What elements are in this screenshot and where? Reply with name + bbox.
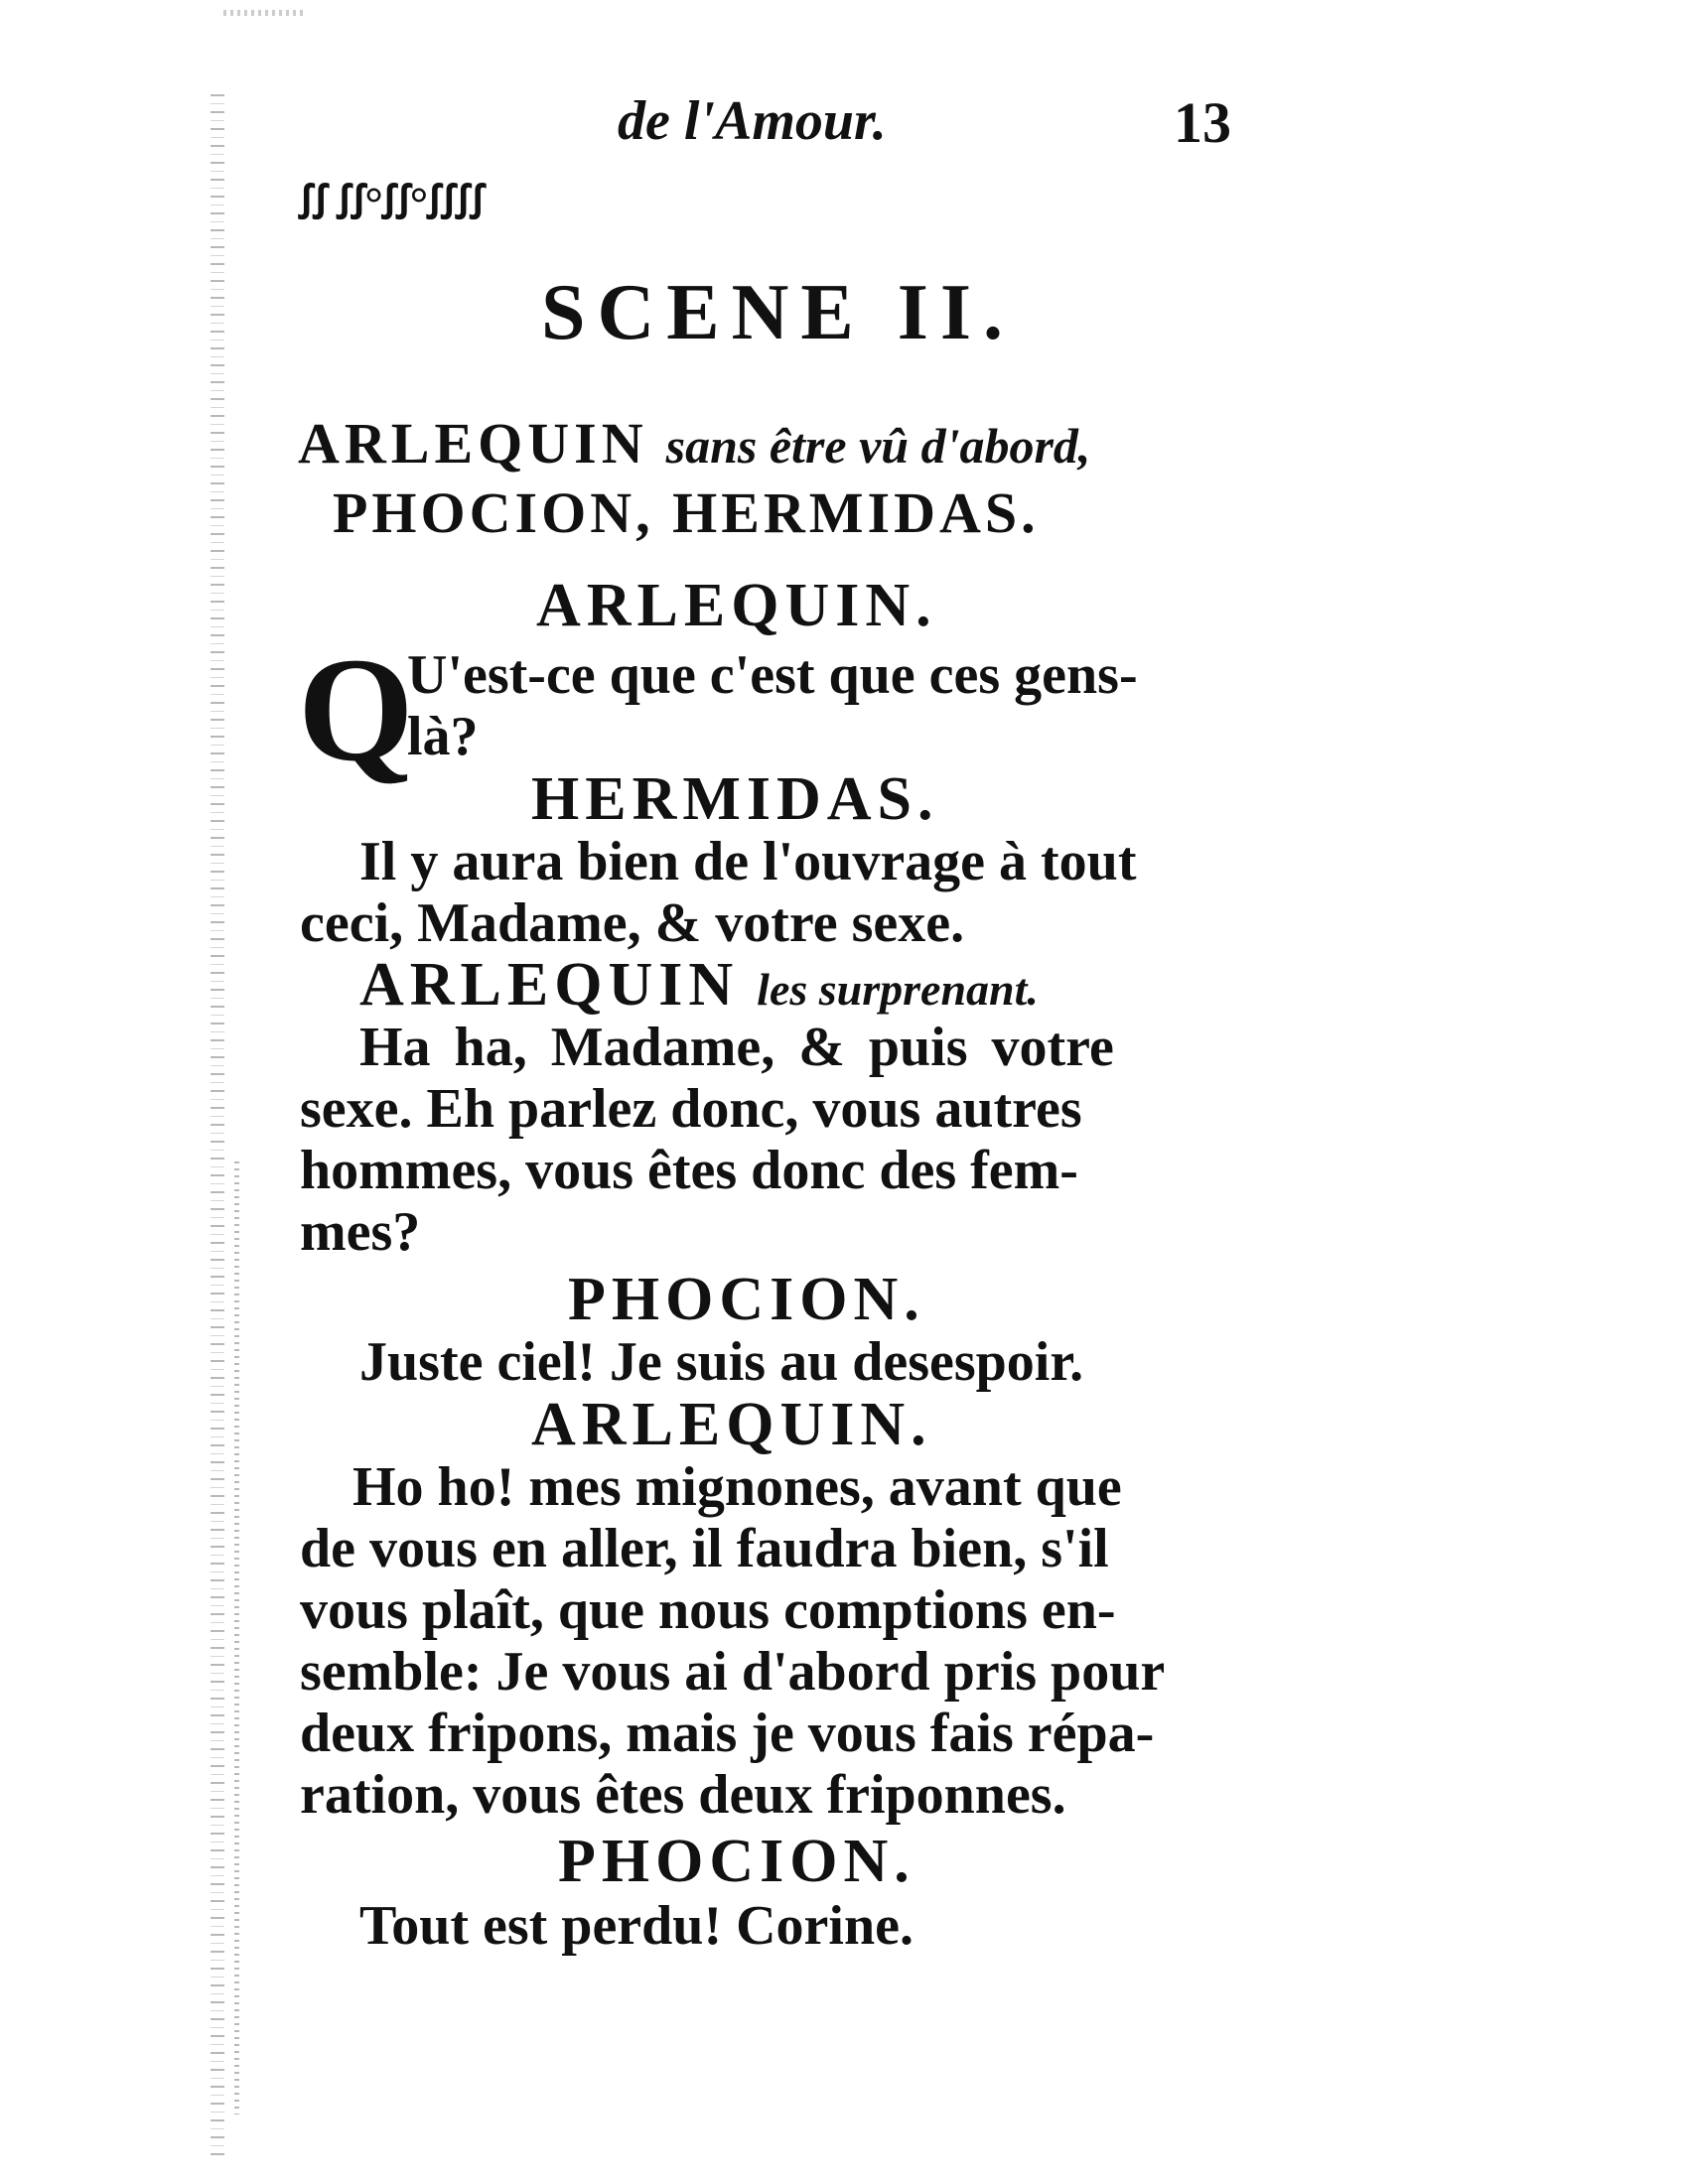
cast-name: ARLEQUIN xyxy=(298,411,648,476)
text-line: mes? xyxy=(300,1201,421,1263)
ornament-band: ꭍꭍ ꭍꭍ°ꭍꭍ°ꭍꭍꭍꭍ xyxy=(298,178,484,228)
text-line: deux fripons, mais je vous fais répa- xyxy=(300,1703,1155,1764)
stage-direction: les surprenant. xyxy=(757,964,1039,1015)
scan-mark xyxy=(223,10,303,16)
speaker-label: ARLEQUIN. xyxy=(531,1391,932,1458)
speaker-label: HERMIDAS. xyxy=(531,765,939,833)
text-line: hommes, vous êtes donc des fem- xyxy=(300,1140,1078,1201)
text-line: Ha ha, Madame, & puis votre xyxy=(359,1017,1114,1078)
text-line: U'est-ce que c'est que ces gens- xyxy=(407,644,1138,706)
text-line: vous plaît, que nous comptions en- xyxy=(300,1579,1116,1641)
speaker-label-with-direction xyxy=(359,953,1039,1022)
text-line: là? xyxy=(407,706,479,767)
speaker-label: ARLEQUIN. xyxy=(536,572,937,639)
page-header xyxy=(298,89,1251,155)
text-line: Tout est perdu! Corine. xyxy=(359,1895,914,1957)
binding-gutter-inner xyxy=(234,1161,239,2115)
binding-gutter xyxy=(211,94,224,2159)
stage-direction: sans être vû d'abord, xyxy=(665,418,1091,474)
drop-cap: Q xyxy=(298,627,414,792)
text-line: ration, vous êtes deux friponnes. xyxy=(300,1764,1066,1826)
cast-line-2: PHOCION, HERMIDAS. xyxy=(333,480,1040,545)
running-title: de l'Amour. xyxy=(618,90,887,152)
text-line: semble: Je vous ai d'abord pris pour xyxy=(300,1641,1166,1703)
scene-title: SCENE II. xyxy=(541,269,1016,356)
text-line: sexe. Eh parlez donc, vous autres xyxy=(300,1078,1082,1140)
text-line: Juste ciel! Je suis au desespoir. xyxy=(359,1331,1084,1393)
speaker-name: ARLEQUIN xyxy=(359,951,740,1019)
text-line: Ho ho! mes mignones, avant que xyxy=(352,1456,1122,1518)
text-line: de vous en aller, il faudra bien, s'il xyxy=(300,1518,1109,1579)
text-line: ceci, Madame, & votre sexe. xyxy=(300,892,965,954)
speaker-label: PHOCION. xyxy=(568,1266,925,1333)
text-line: Il y aura bien de l'ouvrage à tout xyxy=(359,831,1137,892)
cast-line-1 xyxy=(298,412,1090,478)
speaker-label: PHOCION. xyxy=(558,1828,915,1895)
page-number: 13 xyxy=(1174,90,1231,155)
